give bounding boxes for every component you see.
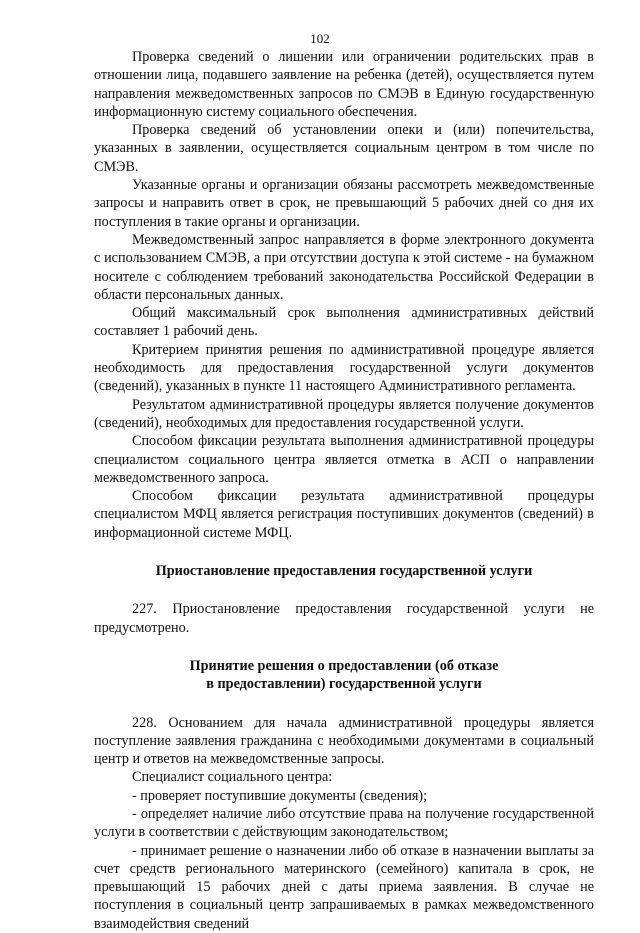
spacer: [94, 580, 594, 600]
paragraph: Способом фиксации результата административной процедуры специалистом МФЦ является регистрация поступивших документов (сведений) в информационной системе МФЦ.: [94, 488, 594, 541]
page-number: 102: [310, 31, 330, 46]
paragraph: Критерием принятия решения по административной процедуре является необходимость для предоставления государственной услуги документов (сведений), указанных в пункте 11 настоящего Административного регламента.: [94, 341, 594, 395]
section-heading: Приостановление предоставления государственной услуги: [155, 563, 533, 580]
paragraph: Межведомственный запрос направляется в форме электронного документа с использованием СМЭВ, а при отсутствии доступа к этой системе - на бумажном носителе с соблюдением требований законодательства Российской Федерации в области персональных данных.: [94, 231, 594, 303]
paragraph: 228. Основанием для начала административной процедуры является поступление заявления гражданина с необходимыми документами в социальный центр и ответов на межведомственные запросы.: [94, 714, 594, 768]
paragraph: Указанные органы и организации обязаны рассмотреть межведомственные запросы и направить ответ в срок, не превышающий 5 рабочих дней со дня их поступления в такие органы и организации.: [94, 177, 594, 230]
document-body: [94, 48, 594, 933]
list-item: - принимает решение о назначении либо об отказе в назначении выплаты за счет средств регионального материнского (семейного) капитала в срок, не превышающий 15 рабочих дней с даты приема заявления. В случае не поступления в социальный центр запрашиваемых в рамках межведомственного взаимодействия сведений: [94, 842, 594, 932]
paragraph: Проверка сведений об установлении опеки и (или) попечительства, указанных в заявлении, осуществляется социальным центром в том числе по СМЭВ.: [94, 122, 594, 175]
spacer: [94, 694, 594, 714]
list-item: - определяет наличие либо отсутствие права на получение государственной услуги в соответствии с действующим законодательством;: [94, 805, 594, 841]
paragraph: Способом фиксации результата выполнения административной процедуры специалистом социального центра является отметка в АСП о направлении межведомственного запроса.: [94, 433, 594, 486]
paragraph: Общий максимальный срок выполнения административных действий составляет 1 рабочий день.: [94, 305, 594, 340]
spacer: [94, 637, 594, 657]
paragraph: Проверка сведений о лишении или ограничении родительских прав в отношении лица, подавшего заявление на ребенка (детей), осуществляется путем направления межведомственных запросов по СМЭВ в Единую государственную информационную систему социального обеспечения.: [94, 49, 594, 120]
list-item: - проверяет поступившие документы (сведения);: [132, 787, 428, 804]
paragraph: Результатом административной процедуры является получение документов (сведений), необходимых для предоставления государственной услуги.: [94, 396, 594, 431]
section-heading: Принятие решения о предоставлении (об отказе: [189, 657, 499, 674]
spacer: [94, 542, 594, 562]
section-heading: в предоставлении) государственной услуги: [206, 676, 482, 693]
paragraph: Специалист социального центра:: [132, 769, 333, 786]
paragraph: 227. Приостановление предоставления государственной услуги не предусмотрено.: [94, 601, 594, 636]
